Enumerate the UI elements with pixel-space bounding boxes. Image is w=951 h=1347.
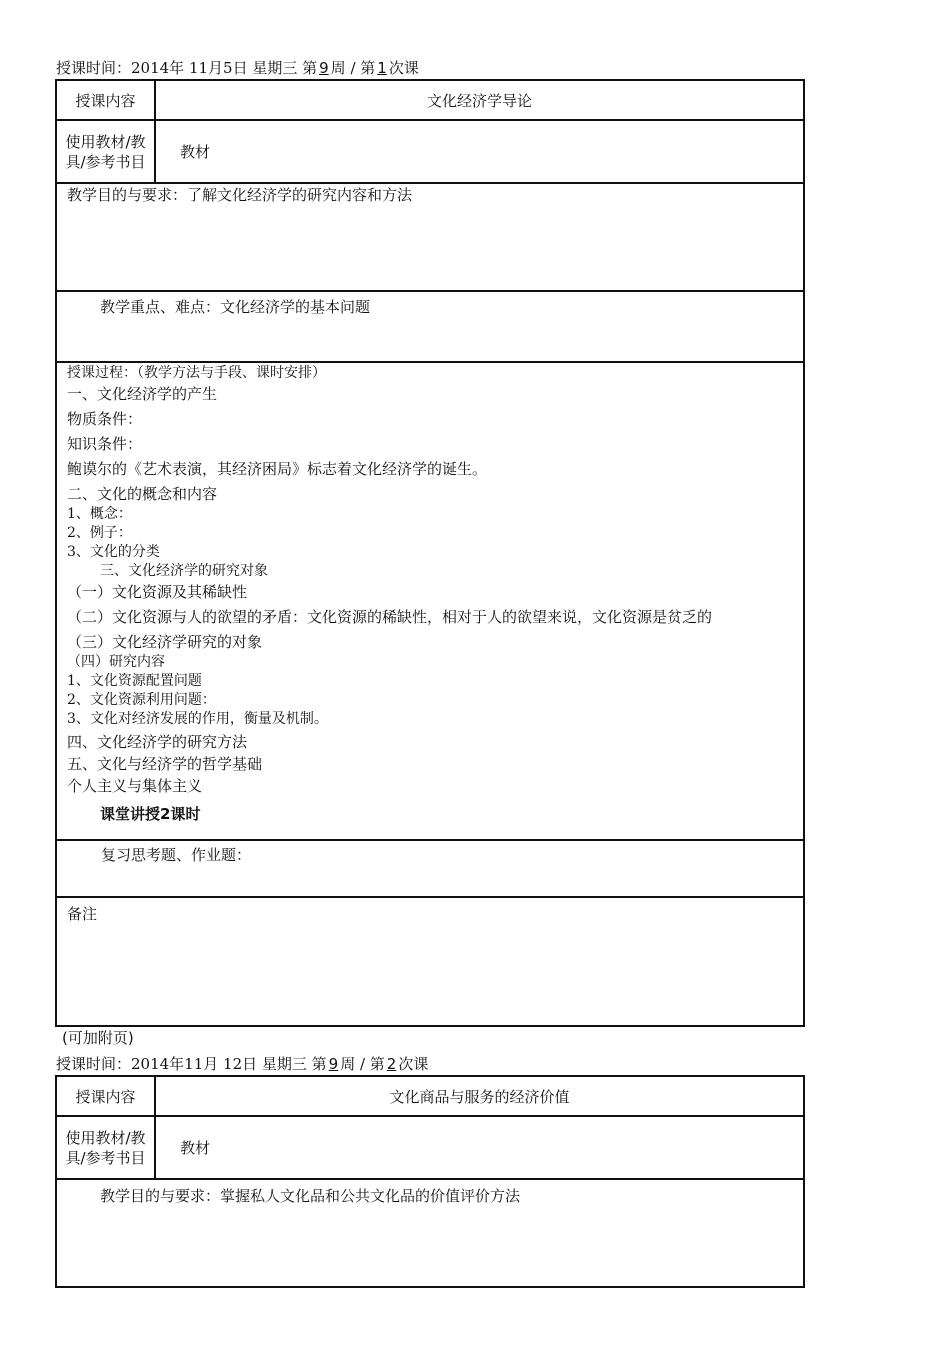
materials-label-line2: 具/参考书目 bbox=[65, 152, 146, 171]
process-line: 个人主义与集体主义 bbox=[67, 777, 203, 795]
process-line: 一、文化经济学的产生 bbox=[67, 385, 218, 403]
session-number: 2 bbox=[386, 1055, 397, 1073]
materials-value: 教材 bbox=[180, 1139, 211, 1157]
content-title-cell bbox=[155, 1076, 804, 1116]
key-points-text: 教学重点、难点：文化经济学的基本问题 bbox=[100, 298, 371, 316]
schedule-suffix: 次课 bbox=[398, 1055, 429, 1073]
process-line: 1、文化资源配置问题 bbox=[67, 673, 202, 689]
lesson2-table bbox=[55, 1075, 805, 1288]
process-line: 四、文化经济学的研究方法 bbox=[67, 733, 248, 751]
lesson1-schedule-line bbox=[56, 57, 419, 78]
materials-label-cell bbox=[56, 1116, 155, 1179]
process-line: （一）文化资源及其稀缺性 bbox=[67, 583, 248, 601]
objectives-cell bbox=[56, 1179, 804, 1287]
review-cell bbox=[56, 840, 804, 897]
content-title: 文化商品与服务的经济价值 bbox=[389, 1087, 570, 1106]
process-line: （三）文化经济学研究的对象 bbox=[67, 633, 263, 651]
objectives-text: 教学目的与要求：了解文化经济学的研究内容和方法 bbox=[67, 186, 413, 204]
process-line: 五、文化与经济学的哲学基础 bbox=[67, 755, 263, 773]
process-line: 物质条件： bbox=[67, 410, 143, 428]
materials-value-cell bbox=[155, 1116, 804, 1179]
lesson2-schedule-line bbox=[56, 1053, 428, 1074]
remarks-cell bbox=[56, 897, 804, 1026]
content-label-cell bbox=[56, 80, 155, 120]
lesson1-table bbox=[55, 79, 805, 1027]
schedule-mid: 周 / 第 bbox=[340, 1055, 385, 1073]
materials-label-line1: 使用教材/教 bbox=[65, 132, 146, 151]
process-line: 2、文化资源利用问题： bbox=[67, 692, 216, 708]
remarks-text: 备注 bbox=[67, 905, 98, 923]
week-number: 9 bbox=[319, 59, 329, 77]
process-line: 3、文化对经济发展的作用，衡量及机制。 bbox=[67, 711, 328, 727]
materials-label-line1: 使用教材/教 bbox=[65, 1128, 146, 1147]
session-number: 1 bbox=[377, 59, 387, 77]
schedule-prefix: 授课时间：2014年11月 12日 星期三 第 bbox=[56, 1055, 327, 1073]
schedule-mid: 周 / 第 bbox=[330, 59, 376, 77]
process-line: （四）研究内容 bbox=[67, 654, 165, 670]
process-line: （二）文化资源与人的欲望的矛盾：文化资源的稀缺性，相对于人的欲望来说，文化资源是贫乏的 bbox=[67, 608, 713, 626]
materials-value-cell bbox=[155, 120, 804, 183]
attachment-note: (可加附页) bbox=[62, 1029, 134, 1047]
process-line: 2、例子： bbox=[67, 525, 132, 541]
class-hours: 课堂讲授2课时 bbox=[100, 805, 201, 823]
content-title-cell bbox=[155, 80, 804, 120]
process-line: 1、概念： bbox=[67, 506, 132, 522]
process-line: 三、文化经济学的研究对象 bbox=[100, 563, 268, 579]
process-cell bbox=[56, 362, 804, 840]
schedule-suffix: 次课 bbox=[388, 59, 419, 77]
content-label-cell bbox=[56, 1076, 155, 1116]
review-text: 复习思考题、作业题： bbox=[101, 846, 252, 864]
content-title: 文化经济学导论 bbox=[426, 91, 532, 110]
materials-label-line2: 具/参考书目 bbox=[65, 1148, 146, 1167]
materials-value: 教材 bbox=[180, 143, 211, 161]
process-heading: 授课过程：（教学方法与手段、课时安排） bbox=[67, 365, 326, 381]
objectives-cell bbox=[56, 183, 804, 291]
objectives-text: 教学目的与要求：掌握私人文化品和公共文化品的价值评价方法 bbox=[100, 1187, 521, 1205]
process-line: 二、文化的概念和内容 bbox=[67, 485, 218, 503]
content-label: 授课内容 bbox=[75, 1087, 136, 1106]
week-number: 9 bbox=[328, 1055, 339, 1073]
materials-label-cell bbox=[56, 120, 155, 183]
process-line: 知识条件： bbox=[67, 435, 143, 453]
process-line: 3、文化的分类 bbox=[67, 544, 160, 560]
key-points-cell bbox=[56, 291, 804, 362]
process-line: 鲍谟尔的《艺术表演，其经济困局》标志着文化经济学的诞生。 bbox=[67, 460, 488, 478]
schedule-prefix: 授课时间：2014年 11月5日 星期三 第 bbox=[56, 59, 318, 77]
content-label: 授课内容 bbox=[75, 91, 136, 110]
